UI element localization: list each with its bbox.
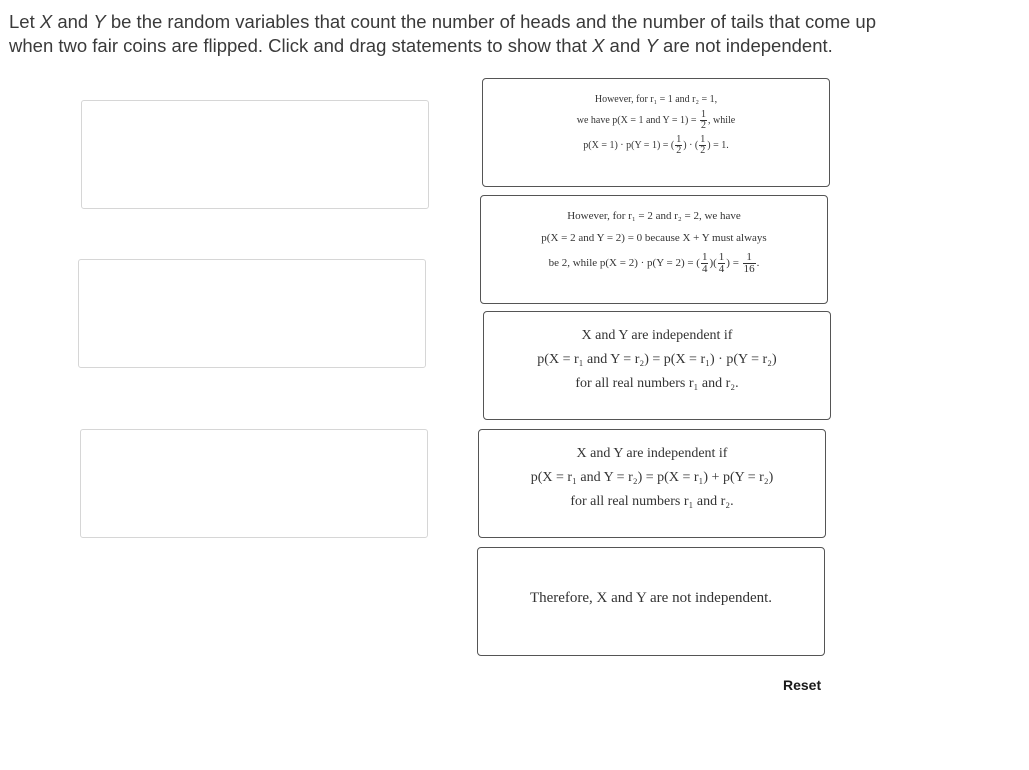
drop-zone-3[interactable]: [80, 429, 428, 538]
prompt-line-2: when two fair coins are flipped. Click and drag statements to show that X and Y are not independent.: [9, 35, 833, 56]
prompt-line-1: Let X and Y be the random variables that count the number of heads and the number of tails that come up: [9, 11, 876, 32]
card3-line-2: p(X = r₁ and Y = r₂) = p(X = r₁) · p(Y = r₂): [537, 352, 777, 367]
card1-line-3: p(X = 1) · p(Y = 1) = ( $\frac{1}{2}$ ) · ( $\frac{1}{2}$ ) = 1.: [583, 134, 729, 156]
card2-line-1: However, for r₁ = 2 and r₂ = 2, we have: [567, 210, 741, 222]
reset-button[interactable]: Reset: [783, 677, 822, 693]
card5-line-1: Therefore, X and Y are not independent.: [529, 590, 773, 606]
drop-zone-1[interactable]: [81, 100, 429, 209]
drop-zone-2[interactable]: [78, 259, 426, 368]
card2-line-2: p(X = 2 and Y = 2) = 0 because X + Y must always: [541, 232, 767, 244]
statement-card-1[interactable]: [482, 78, 830, 187]
card4-line-3: for all real numbers r₁ and r₂.: [570, 494, 734, 509]
card2-line-3: be 2, while p(X = 2) · p(Y = 2) = ( $\frac{1}{4}$ )( $\frac{1}{4}$ ) = $\frac{1}{16}$ .: [548, 251, 760, 275]
card1-line-1: However, for r₁ = 1 and r₂ = 1,: [594, 94, 718, 105]
card1-line-2: we have p(X = 1 and Y = 1) = $\frac{1}{2}$ , while: [576, 109, 736, 131]
statement-card-2[interactable]: [480, 195, 828, 304]
card4-line-1: X and Y are independent if: [576, 446, 728, 461]
card4-line-2: p(X = r₁ and Y = r₂) = p(X = r₁) + p(Y = r₂): [530, 470, 774, 485]
problem-statement: [9, 10, 1009, 58]
card3-line-3: for all real numbers r₁ and r₂.: [575, 376, 739, 391]
card3-line-1: X and Y are independent if: [581, 328, 733, 343]
statement-card-3[interactable]: [483, 311, 831, 420]
statement-card-5[interactable]: [477, 547, 825, 656]
statement-card-4[interactable]: [478, 429, 826, 538]
